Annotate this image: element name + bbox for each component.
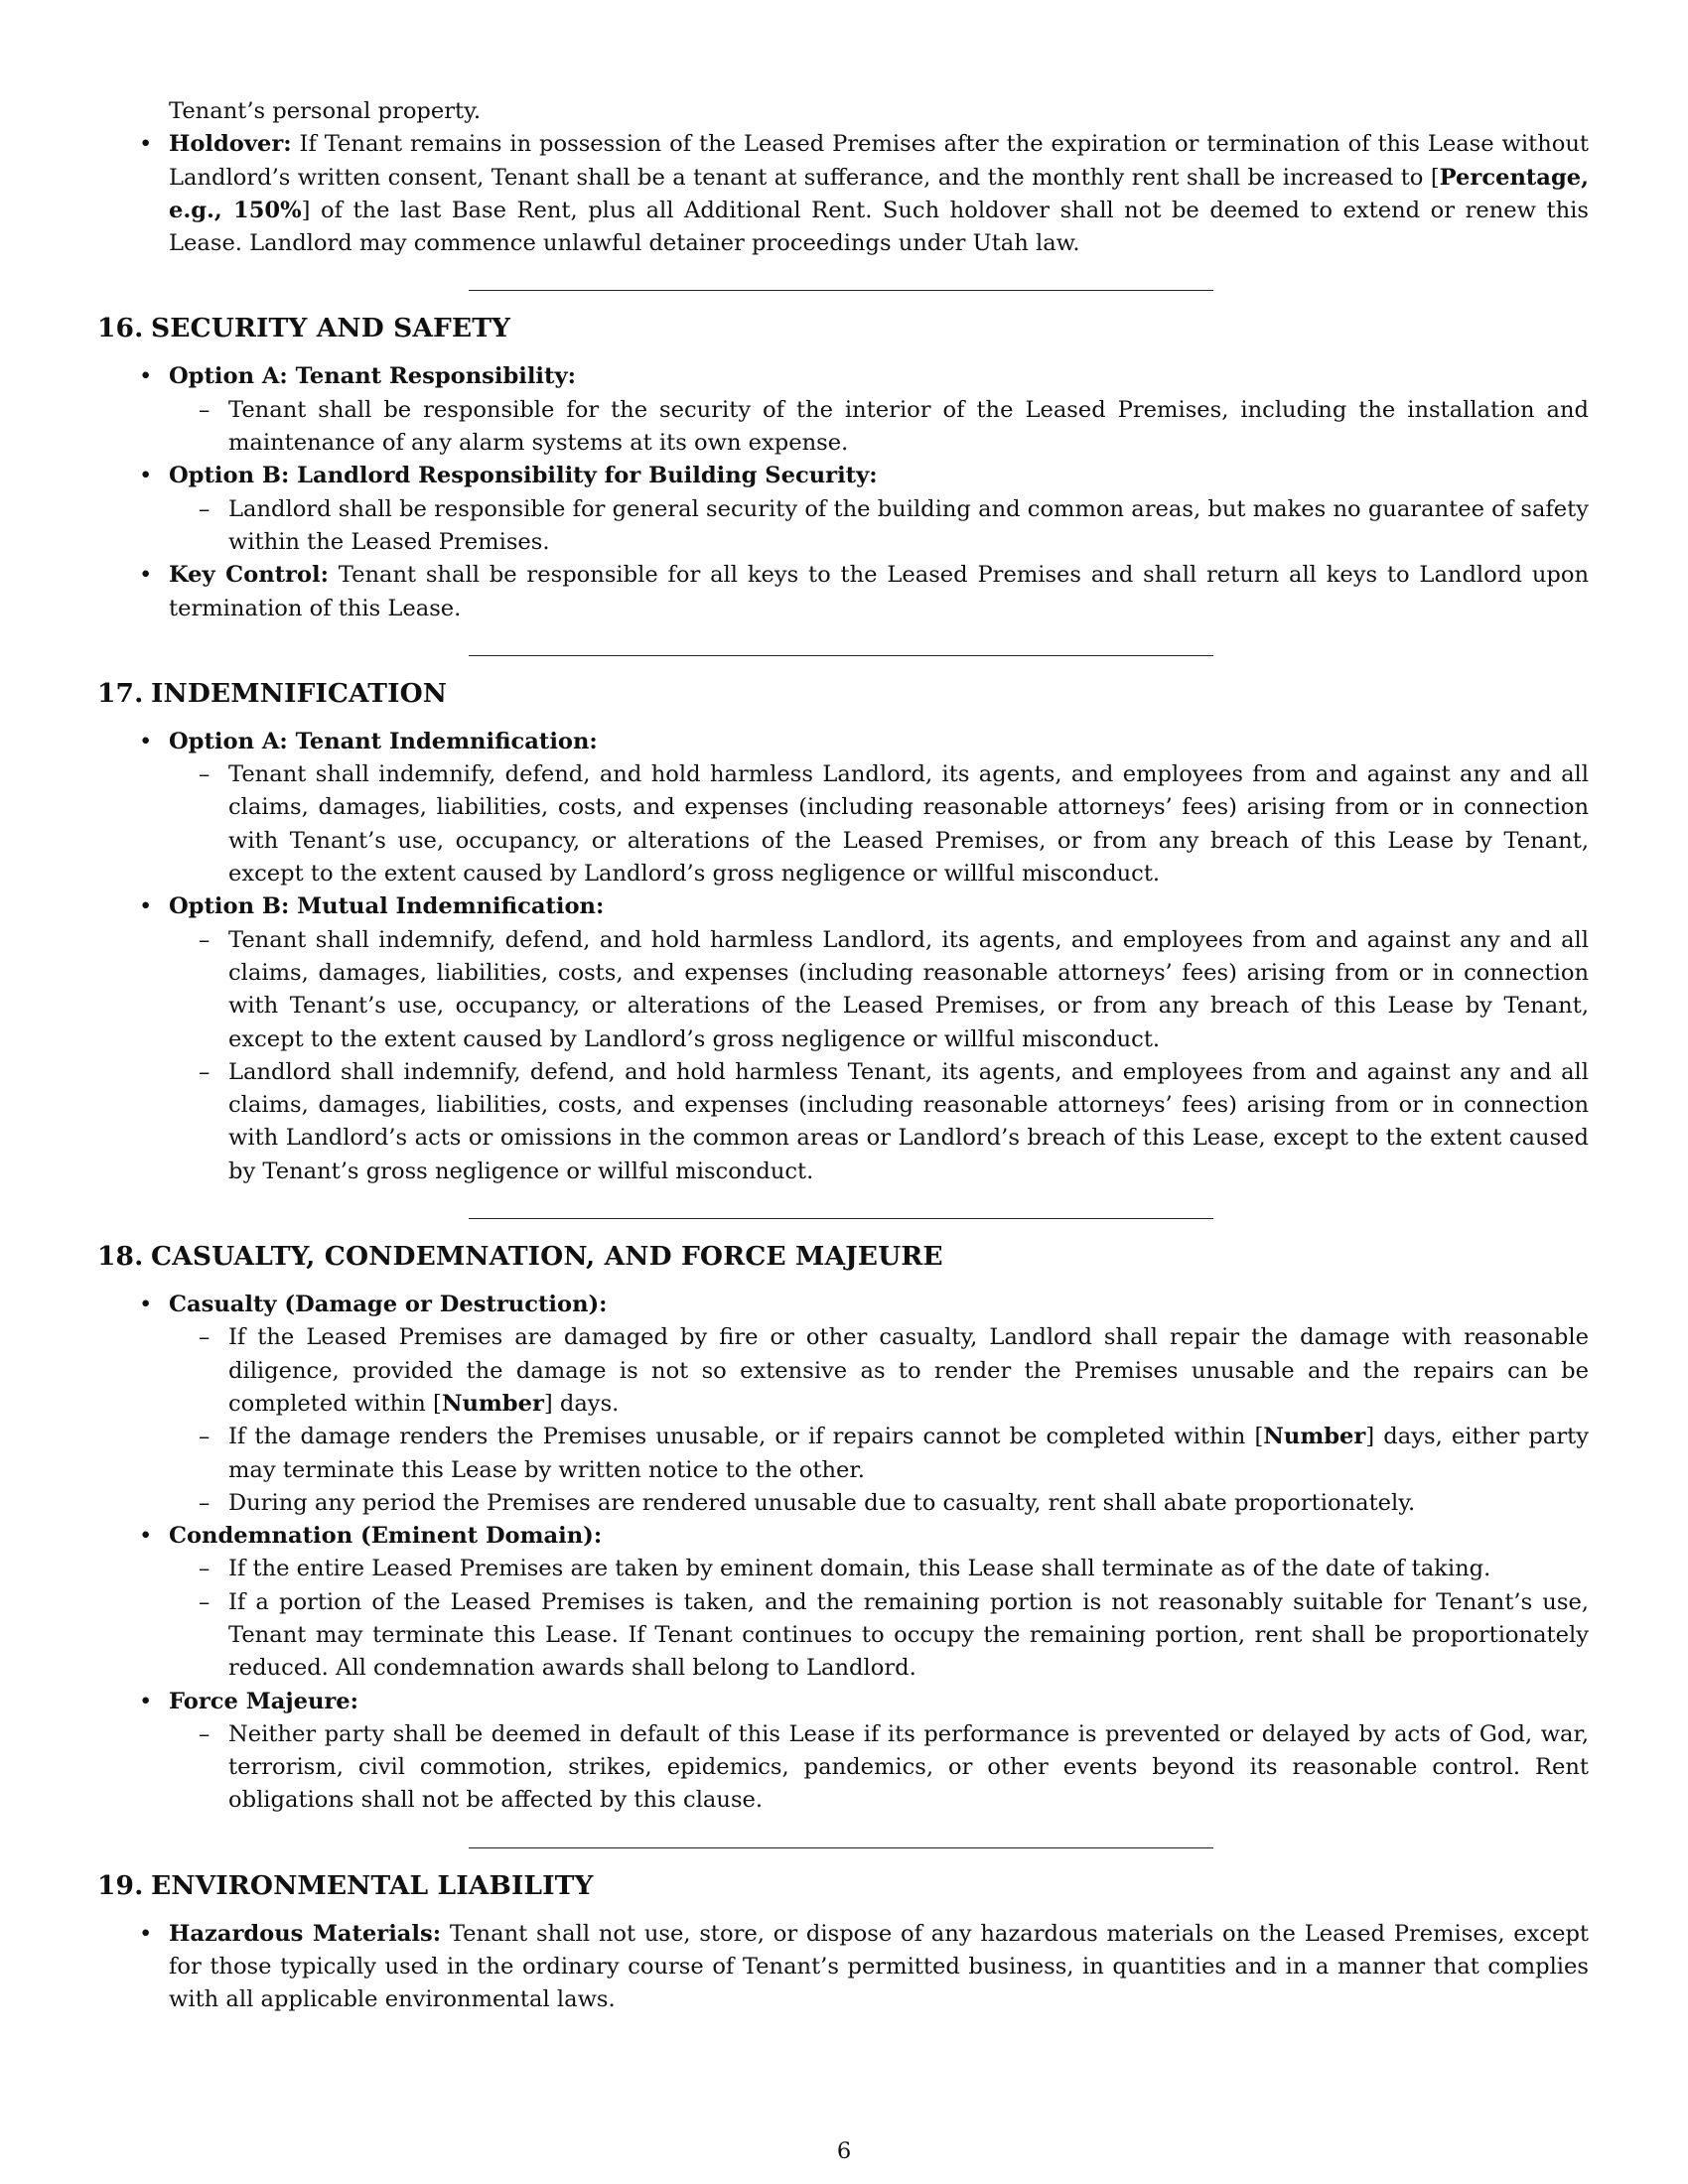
key-control-item bbox=[97, 559, 1589, 625]
section-number: 17. bbox=[97, 677, 144, 709]
number-placeholder: Number bbox=[441, 1390, 544, 1417]
option-a-label: Option A: Tenant Indemnification: bbox=[169, 728, 598, 754]
number-placeholder: Number bbox=[1263, 1424, 1366, 1450]
section-divider bbox=[469, 655, 1213, 656]
section-16-heading bbox=[97, 311, 1589, 346]
casualty-2-text: If the damage renders the Premises unusable, or if repairs cannot be completed within [ bbox=[228, 1424, 1264, 1450]
condemnation-label: Condemnation (Eminent Domain): bbox=[169, 1523, 603, 1550]
key-control-label: Key Control: bbox=[169, 562, 329, 589]
sub-list-item: – Landlord shall be responsible for general security of the building and common areas, but makes no guarantee of safety within the Leased Premises. bbox=[97, 493, 1589, 560]
list-item bbox=[97, 360, 1589, 393]
sub-list-item: – Tenant shall indemnify, defend, and hold harmless Landlord, its agents, and employees from and against any and all claims, damages, liabilities, costs, and expenses (including reasonable attorneys’ fees) arising from or in connection with Tenant’s use, occupancy, or alterations of the Leased Premises, or from any breach of this Lease by Tenant, except to the extent caused by Landlord’s gross negligence or willful misconduct. bbox=[97, 758, 1589, 890]
section-divider bbox=[469, 290, 1213, 291]
list-item bbox=[97, 1289, 1589, 1321]
casualty-1-text: If the Leased Premises are damaged by fire or other casualty, Landlord shall repair the damage with reasonable diligence, provided the damage is not so extensive as to render the Premises unusable and the repairs can be completed within [ bbox=[228, 1324, 1589, 1417]
hazardous-materials-item bbox=[97, 1918, 1589, 2017]
section-title: CASUALTY, CONDEMNATION, AND FORCE MAJEURE bbox=[151, 1241, 943, 1273]
section-number: 19. bbox=[97, 1869, 144, 1901]
section-18-heading bbox=[97, 1239, 1589, 1275]
section-divider bbox=[469, 1218, 1213, 1219]
sub-list-item: – During any period the Premises are rendered unusable due to casualty, rent shall abate proportionately. bbox=[97, 1487, 1589, 1520]
sub-list-item: – Neither party shall be deemed in default of this Lease if its performance is prevented or delayed by acts of God, war, terrorism, civil commotion, strikes, epidemics, pandemics, or other events beyond its reasonable control. Rent obligations shall not be affected by this clause. bbox=[97, 1718, 1589, 1818]
list-item bbox=[97, 1686, 1589, 1718]
casualty-1-end: ] days. bbox=[543, 1390, 620, 1417]
casualty-2-end: ] days, either party may terminate this Lease by written notice to the other. bbox=[228, 1424, 1590, 1483]
list-item bbox=[97, 460, 1589, 492]
page-number: 6 bbox=[836, 2138, 852, 2164]
list-item bbox=[97, 1520, 1589, 1553]
section-title: SECURITY AND SAFETY bbox=[151, 313, 511, 344]
list-item bbox=[97, 726, 1589, 758]
section-19-heading bbox=[97, 1868, 1589, 1904]
section-number: 16. bbox=[97, 313, 144, 344]
sub-list-item bbox=[97, 1321, 1589, 1421]
section-title: INDEMNIFICATION bbox=[151, 677, 448, 709]
sub-list-item: – If a portion of the Leased Premises is taken, and the remaining portion is not reasonably suitable for Tenant’s use, Tenant may terminate this Lease. If Tenant continues to occupy the remaining portion, rent shall be proportionately reduced. All condemnation awards shall belong to Landlord. bbox=[97, 1586, 1589, 1686]
hazardous-materials-label: Hazardous Materials: bbox=[169, 1920, 442, 1947]
option-b-label: Option B: Landlord Responsibility for Building Security: bbox=[169, 463, 878, 489]
holdover-item bbox=[97, 128, 1589, 260]
continuation-text: Tenant’s personal property. bbox=[169, 98, 482, 124]
document-page bbox=[97, 95, 1589, 2017]
holdover-text-2: ] of the last Base Rent, plus all Additional Rent. Such holdover shall not be deemed to extend or renew this Lease. Landlord may commence unlawful detainer proceedings under Utah law. bbox=[169, 197, 1589, 257]
holdover-text-1: If Tenant remains in possession of the Leased Premises after the expiration or termination of this Lease without Landlord’s written consent, Tenant shall be a tenant at sufferance, and the monthly rent shall be increased to [ bbox=[169, 131, 1589, 191]
option-a-label: Option A: Tenant Responsibility: bbox=[169, 363, 576, 390]
sub-list-item: – If the entire Leased Premises are taken by eminent domain, this Lease shall terminate as of the date of taking. bbox=[97, 1553, 1589, 1585]
sub-list-item: – Landlord shall indemnify, defend, and hold harmless Tenant, its agents, and employees from and against any and all claims, damages, liabilities, costs, and expenses (including reasonable attorneys’ fees) arising from or in connection with Landlord’s acts or omissions in the common areas or Landlord’s breach of this Lease, except to the extent caused by Tenant’s gross negligence or willful misconduct. bbox=[97, 1056, 1589, 1188]
hazardous-materials-text: Tenant shall not use, store, or dispose of any hazardous materials on the Leased Premises, except for those typically used in the ordinary course of Tenant’s permitted business, in quantities and in a manner that complies with all applicable environmental laws. bbox=[169, 1920, 1589, 2013]
section-divider bbox=[469, 1847, 1213, 1848]
sub-list-item: – Tenant shall be responsible for the security of the interior of the Leased Premises, including the installation and maintenance of any alarm systems at its own expense. bbox=[97, 394, 1589, 461]
sub-list-item bbox=[97, 1421, 1589, 1487]
section-number: 18. bbox=[97, 1241, 144, 1273]
casualty-label: Casualty (Damage or Destruction): bbox=[169, 1292, 608, 1318]
section-title: ENVIRONMENTAL LIABILITY bbox=[151, 1869, 594, 1901]
force-majeure-label: Force Majeure: bbox=[169, 1688, 359, 1714]
sub-list-item: – Tenant shall indemnify, defend, and hold harmless Landlord, its agents, and employees from and against any and all claims, damages, liabilities, costs, and expenses (including reasonable attorneys’ fees) arising from or in connection with Tenant’s use, occupancy, or alterations of the Leased Premises, or from any breach of this Lease by Tenant, except to the extent caused by Landlord’s gross negligence or willful misconduct. bbox=[97, 924, 1589, 1056]
holdover-label: Holdover: bbox=[169, 131, 292, 158]
section-17-heading bbox=[97, 676, 1589, 712]
key-control-text: Tenant shall be responsible for all keys to the Leased Premises and shall return all keys to Landlord upon termination of this Lease. bbox=[169, 562, 1589, 621]
list-item bbox=[97, 890, 1589, 923]
option-b-label: Option B: Mutual Indemnification: bbox=[169, 893, 605, 920]
holdover-percentage: Percentage, e.g., 150% bbox=[169, 164, 1589, 223]
